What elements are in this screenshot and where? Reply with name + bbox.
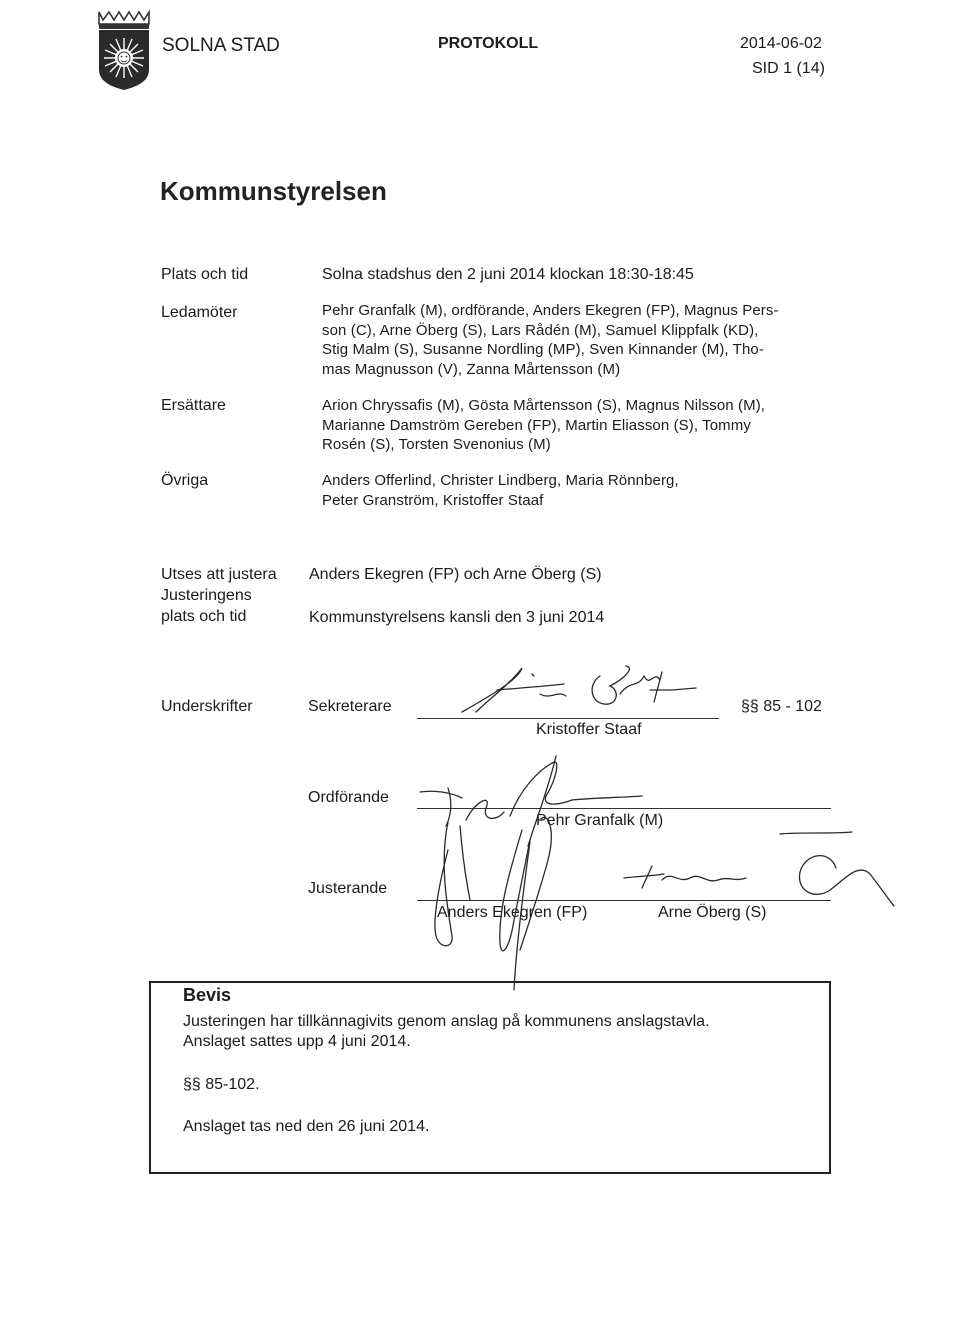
document-date: 2014-06-02 <box>740 35 822 52</box>
document-type: PROTOKOLL <box>438 35 539 52</box>
adjustment-place-label-line: plats och tid <box>161 608 247 625</box>
members-line: Stig Malm (S), Susanne Nordling (MP), Sven Kinnander (M), Tho- <box>322 341 764 358</box>
others-line: Anders Offerlind, Christer Lindberg, Maria Rönnberg, <box>322 472 679 489</box>
secretary-signature-line <box>417 718 719 719</box>
page-number: SID 1 (14) <box>752 60 825 77</box>
substitutes-line: Marianne Damström Gereben (FP), Martin Eliasson (S), Tommy <box>322 416 751 434</box>
substitutes-list <box>322 396 822 455</box>
chair-label: Ordförande <box>308 789 389 806</box>
certificate-line-1: Justeringen har tillkännagivits genom anslag på kommunens anslagstavla. <box>183 1013 710 1030</box>
organization-name: SOLNA STAD <box>162 35 280 56</box>
place-and-time-label: Plats och tid <box>161 266 249 283</box>
substitutes-label: Ersättare <box>161 397 226 414</box>
others-line: Peter Granström, Kristoffer Staaf <box>322 491 544 509</box>
place-and-time-value: Solna stadshus den 2 juni 2014 klockan 18:30-18:45 <box>322 266 694 283</box>
certificate-removal-date: Anslaget tas ned den 26 juni 2014. <box>183 1118 430 1135</box>
substitutes-line: Arion Chryssafis (M), Gösta Mårtensson (S), Magnus Nilsson (M), <box>322 397 766 414</box>
substitutes-line: Rosén (S), Torsten Svenonius (M) <box>322 436 551 453</box>
adjuster-2-name: Arne Öberg (S) <box>658 904 767 921</box>
adjustment-place-label-line: Justeringens <box>161 587 252 604</box>
others-list <box>322 471 822 510</box>
paragraph-range: §§ 85 - 102 <box>741 698 822 715</box>
certificate-title: Bevis <box>183 985 232 1005</box>
solna-coat-of-arms-icon <box>93 10 155 92</box>
adjustment-place-value: Kommunstyrelsens kansli den 3 juni 2014 <box>309 609 605 626</box>
members-line: mas Magnusson (V), Zanna Mårtensson (M) <box>322 360 621 378</box>
others-label: Övriga <box>161 472 209 489</box>
signatures-label: Underskrifter <box>161 698 253 715</box>
certificate-paragraphs: §§ 85-102. <box>183 1076 260 1093</box>
certificate-line-2: Anslaget sattes upp 4 juni 2014. <box>183 1033 411 1050</box>
secretary-name: Kristoffer Staaf <box>536 721 642 738</box>
appointed-adjusters-label: Utses att justera <box>161 566 277 583</box>
chair-name: Pehr Granfalk (M) <box>536 812 664 829</box>
members-list <box>322 301 822 379</box>
adjustment-place-label <box>161 586 252 626</box>
adjuster-1-name: Anders Ekegren (FP) <box>437 904 588 921</box>
adjusters-label: Justerande <box>308 880 388 897</box>
chair-signature-line <box>417 808 831 809</box>
appointed-adjusters-value: Anders Ekegren (FP) och Arne Öberg (S) <box>309 566 602 583</box>
page-title: Kommunstyrelsen <box>160 176 387 206</box>
secretary-label: Sekreterare <box>308 698 392 715</box>
members-line: Pehr Granfalk (M), ordförande, Anders Ekegren (FP), Magnus Pers- <box>322 302 779 319</box>
members-label: Ledamöter <box>161 304 238 321</box>
members-line: son (C), Arne Öberg (S), Lars Rådén (M), Samuel Klippfalk (KD), <box>322 321 759 339</box>
adjusters-signature-line <box>417 900 831 901</box>
